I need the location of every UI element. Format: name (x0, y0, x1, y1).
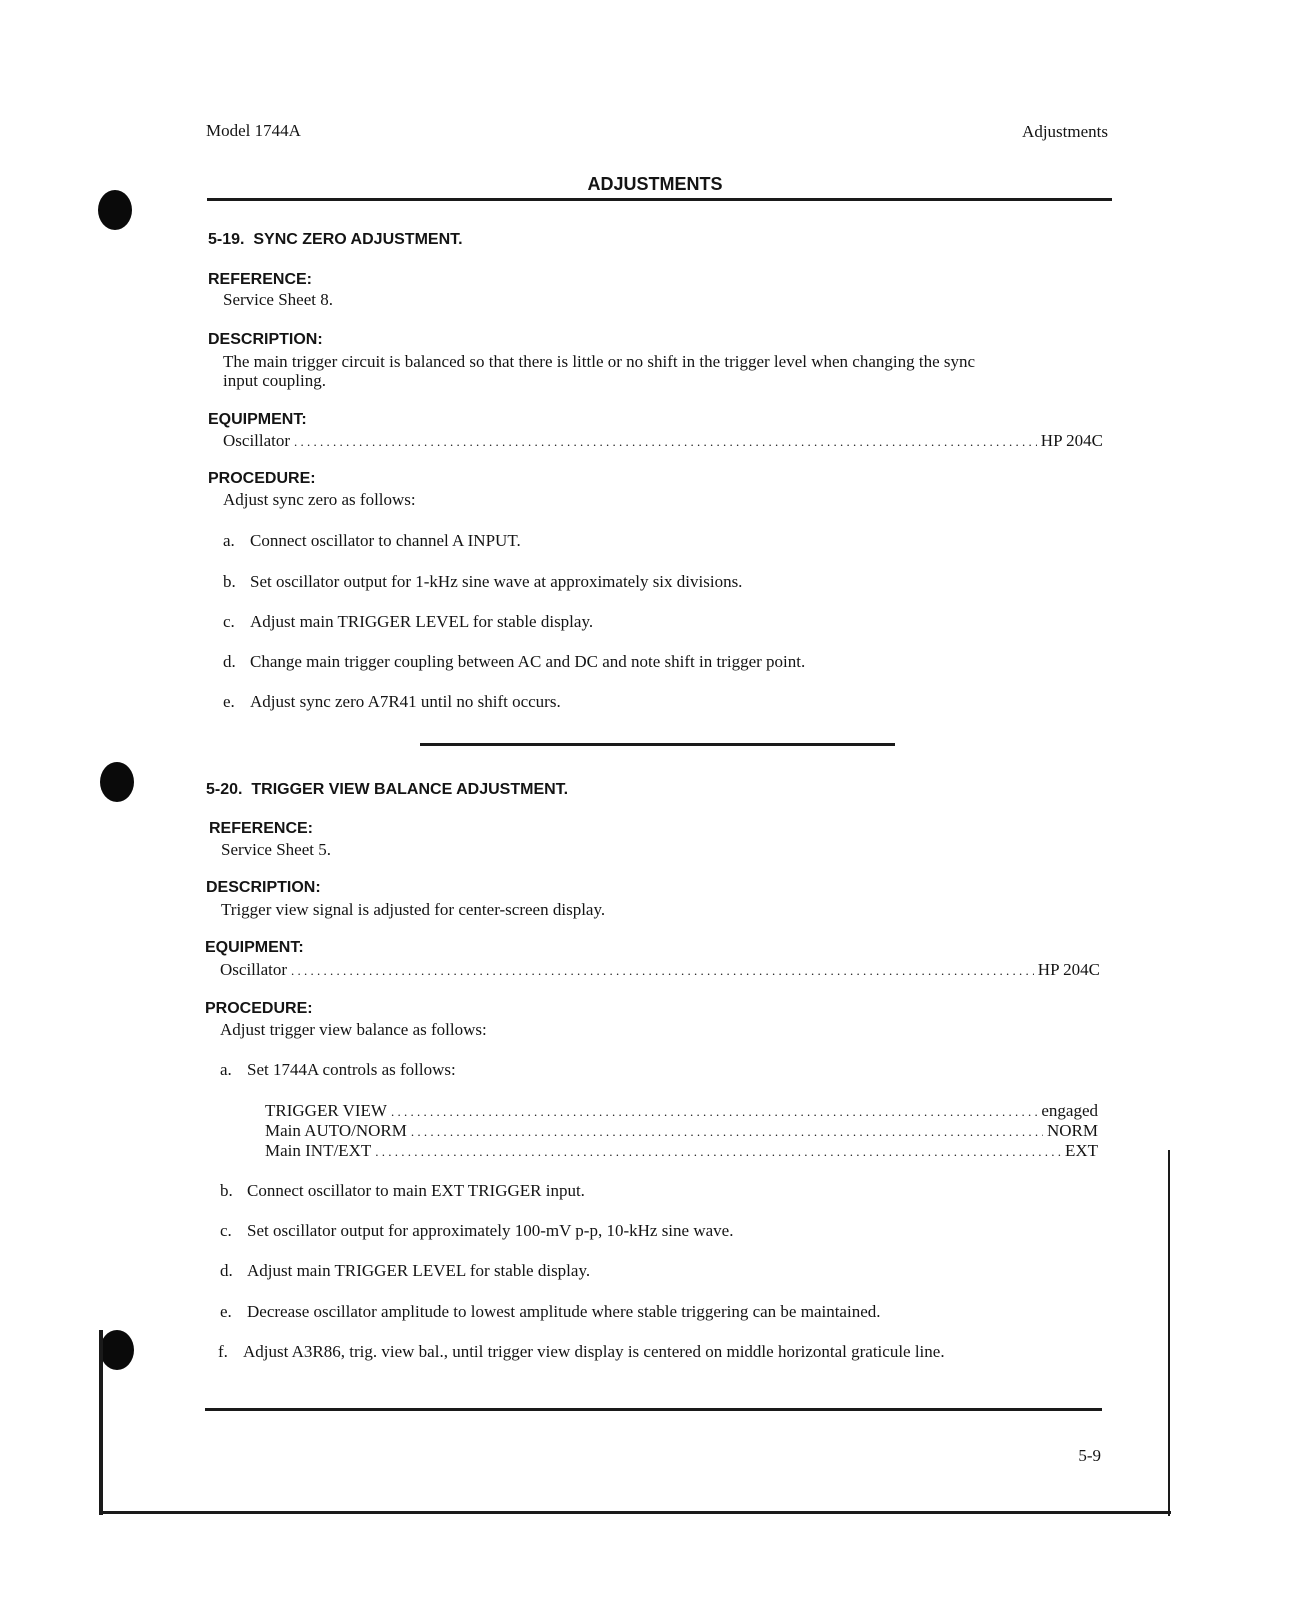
equipment-row-1 (223, 431, 1103, 451)
header-model: Model 1744A (206, 121, 301, 140)
list-item: e. Decrease oscillator amplitude to lowest amplitude where stable triggering can be maintained. (220, 1302, 881, 1321)
equipment-model-2: HP 204C (1037, 960, 1100, 979)
control-row (265, 1141, 1098, 1161)
list-item: b. Connect oscillator to main EXT TRIGGER input. (220, 1181, 585, 1200)
control-row (265, 1101, 1098, 1121)
reference-text-1: Service Sheet 8. (223, 290, 333, 309)
section-5-19-heading: 5-19. SYNC ZERO ADJUSTMENT. (208, 231, 463, 248)
control-value: NORM (1046, 1121, 1098, 1140)
list-item: f. Adjust A3R86, trig. view bal., until trigger view display is centered on middle horizontal graticule line. (218, 1342, 945, 1361)
equipment-item-1: Oscillator (223, 431, 291, 450)
leader-dots (375, 1144, 1061, 1160)
procedure-intro-1: Adjust sync zero as follows: (223, 490, 416, 509)
binder-hole-top (98, 190, 132, 230)
header-section: Adjustments (1022, 122, 1108, 141)
list-item: d. Change main trigger coupling between AC and DC and note shift in trigger point. (223, 652, 806, 671)
description-text-1b: input coupling. (223, 371, 326, 390)
control-row (265, 1121, 1098, 1141)
scan-border-left (99, 1330, 103, 1515)
control-name: TRIGGER VIEW (265, 1101, 387, 1120)
equipment-label-2: EQUIPMENT: (205, 939, 304, 956)
section-5-20-heading: 5-20. TRIGGER VIEW BALANCE ADJUSTMENT. (206, 781, 569, 798)
footer-rule (205, 1408, 1102, 1411)
section-divider (420, 743, 895, 746)
description-label-2: DESCRIPTION: (206, 879, 321, 896)
equipment-label-1: EQUIPMENT: (208, 411, 307, 428)
leader-dots (294, 434, 1037, 450)
list-item: a. Connect oscillator to channel A INPUT. (223, 531, 521, 550)
list-item: d. Adjust main TRIGGER LEVEL for stable display. (220, 1261, 591, 1280)
reference-label-2: REFERENCE: (209, 820, 314, 837)
reference-text-2: Service Sheet 5. (221, 840, 331, 859)
list-item: c. Set oscillator output for approximately 100-mV p-p, 10-kHz sine wave. (220, 1221, 734, 1240)
procedure-label-1: PROCEDURE: (208, 470, 316, 487)
control-name: Main INT/EXT (265, 1141, 372, 1160)
scan-border-right (1168, 1150, 1170, 1516)
description-label-1: DESCRIPTION: (208, 331, 323, 348)
page-number: 5-9 (1078, 1446, 1101, 1465)
equipment-row-2 (220, 960, 1100, 980)
procedure-label-2: PROCEDURE: (205, 1000, 313, 1017)
list-item: a. Set 1744A controls as follows: (220, 1060, 456, 1079)
list-item: b. Set oscillator output for 1-kHz sine wave at approximately six divisions. (223, 572, 743, 591)
reference-label-1: REFERENCE: (208, 271, 313, 288)
description-text-1a: The main trigger circuit is balanced so that there is little or no shift in the trigger level when changing the sync (223, 352, 976, 371)
equipment-model-1: HP 204C (1040, 431, 1103, 450)
binder-hole-middle (100, 762, 134, 802)
leader-dots (291, 963, 1034, 979)
control-name: Main AUTO/NORM (265, 1121, 407, 1140)
control-value: EXT (1064, 1141, 1098, 1160)
leader-dots (391, 1104, 1037, 1120)
binder-hole-bottom (100, 1330, 134, 1370)
procedure-intro-2: Adjust trigger view balance as follows: (220, 1020, 487, 1039)
page-title: ADJUSTMENTS (587, 174, 723, 194)
leader-dots (411, 1124, 1043, 1140)
control-value: engaged (1041, 1101, 1098, 1120)
scan-border-bottom (99, 1511, 1171, 1514)
equipment-item-2: Oscillator (220, 960, 288, 979)
list-item: c. Adjust main TRIGGER LEVEL for stable display. (223, 612, 594, 631)
title-rule (207, 198, 1112, 201)
description-text-2: Trigger view signal is adjusted for center-screen display. (221, 900, 606, 919)
list-item: e. Adjust sync zero A7R41 until no shift occurs. (223, 692, 561, 711)
